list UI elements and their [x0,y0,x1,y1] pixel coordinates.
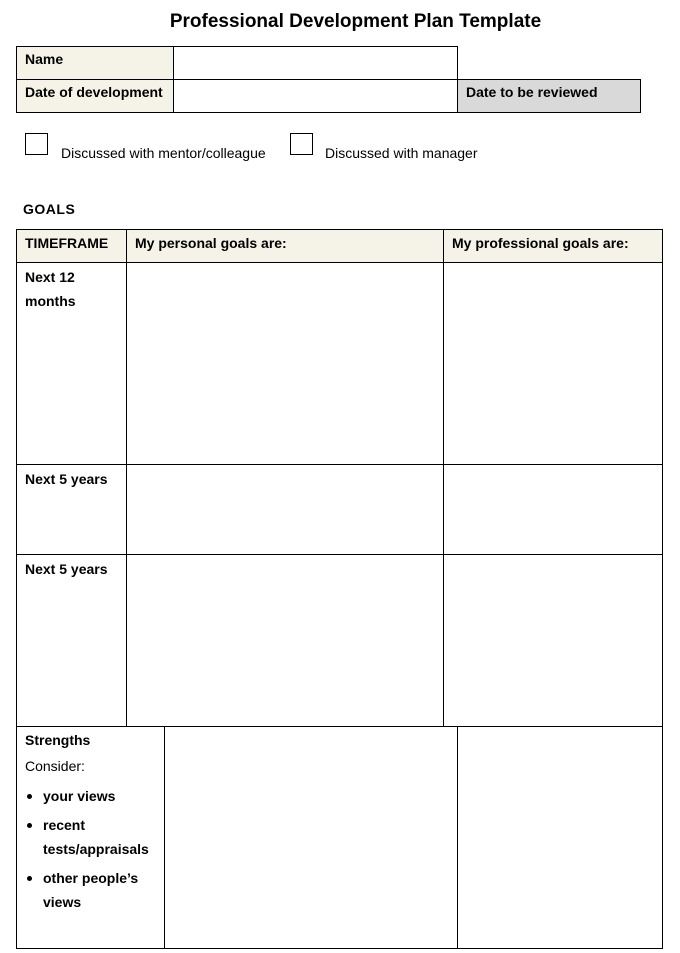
date-to-be-reviewed-label: Date to be reviewed [457,79,641,113]
strengths-title: Strengths [25,732,91,748]
professional-goals-cell[interactable] [443,554,663,727]
date-of-development-field[interactable] [173,79,458,113]
strengths-professional-cell[interactable] [457,726,663,949]
manager-checkbox[interactable] [290,133,313,155]
list-item: recent tests/appraisals [25,813,156,861]
strengths-cell [16,726,165,949]
mentor-checkbox[interactable] [25,133,48,155]
professional-goals-cell[interactable] [443,464,663,555]
personal-goals-cell[interactable] [126,464,444,555]
professional-goals-cell[interactable] [443,262,663,465]
timeframe-cell: Next 12 months [16,262,127,465]
document-title: Professional Development Plan Template [169,11,542,32]
list-item: your views [25,784,156,808]
timeframe-cell: Next 5 years [16,464,127,555]
name-label: Name [16,46,174,80]
personal-goals-cell[interactable] [126,554,444,727]
strengths-list [25,784,156,914]
manager-checkbox-label: Discussed with manager [325,145,478,161]
date-of-development-label: Date of development [16,79,174,113]
strengths-personal-cell[interactable] [164,726,458,949]
timeframe-cell: Next 5 years [16,554,127,727]
personal-goals-cell[interactable] [126,262,444,465]
professional-goals-header: My professional goals are: [443,229,663,263]
goals-section-label: GOALS [23,201,76,217]
timeframe-header: TIMEFRAME [16,229,127,263]
strengths-consider: Consider: [25,758,85,774]
mentor-checkbox-label: Discussed with mentor/colleague [61,145,266,161]
personal-goals-header: My personal goals are: [126,229,444,263]
list-item: other people’s views [25,866,156,914]
name-field[interactable] [173,46,458,80]
